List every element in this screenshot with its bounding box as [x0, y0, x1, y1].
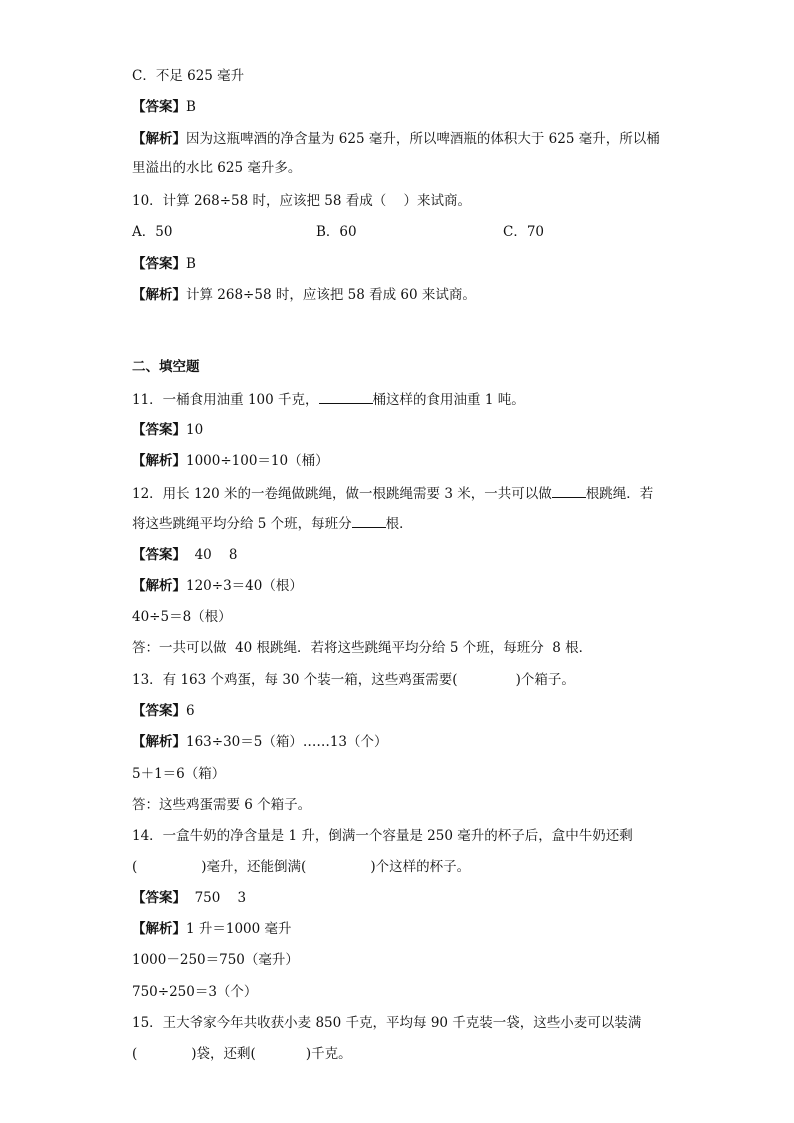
answer-11: [132, 420, 203, 440]
answer-value: 6: [186, 703, 195, 719]
question-11: [132, 389, 525, 409]
option-b-q10: B．60: [316, 224, 357, 240]
paren-open: (: [132, 1046, 138, 1062]
paren-open: (: [132, 859, 138, 875]
answer-label: 【答案】: [132, 547, 186, 563]
answer-value: B: [186, 256, 196, 272]
explanation-14-line2: 1000－250＝750（毫升）: [132, 952, 299, 968]
answer-value: 750 3: [186, 890, 247, 906]
explanation-9-line1: [132, 129, 660, 149]
explanation-label: 【解析】: [132, 578, 186, 594]
explanation-13-line1: [132, 732, 388, 752]
answer-label: 【答案】: [132, 256, 186, 272]
explanation-label: 【解析】: [132, 131, 186, 147]
question-12-text-before: 将这些跳绳平均分给 5 个班，每班分: [132, 516, 352, 532]
answer-label: 【答案】: [132, 890, 186, 906]
explanation-12-line1: [132, 576, 303, 596]
explanation-text: 1 升＝1000 毫升: [186, 921, 292, 937]
explanation-12-line3: 答：一共可以做 40 根跳绳．若将这些跳绳平均分给 5 个班，每班分 8 根．: [132, 640, 593, 656]
question-13-text-before: 13．有 163 个鸡蛋，每 30 个装一箱，这些鸡蛋需要(: [132, 672, 458, 688]
question-15-line2: [132, 1044, 352, 1064]
option-c-text: C．不足 625 毫升: [132, 68, 245, 84]
answer-label: 【答案】: [132, 703, 186, 719]
question-14-text-middle: )毫升，还能倒满(: [201, 859, 307, 875]
question-12-line2: [132, 513, 413, 533]
question-12-line1: [132, 483, 653, 503]
option-c-q10: C．70: [503, 224, 545, 240]
question-12-text-after: 根．: [385, 516, 413, 532]
answer-13: [132, 701, 195, 721]
question-12-text-after: 根跳绳．若: [585, 486, 654, 502]
explanation-14-line1: [132, 919, 292, 939]
answer-label: 【答案】: [132, 422, 186, 438]
explanation-11: [132, 451, 329, 471]
question-10: 10．计算 268÷58 时，应该把 58 看成（ ）来试商。: [132, 193, 471, 209]
explanation-label: 【解析】: [132, 921, 186, 937]
option-a-q10: A．50: [132, 224, 173, 240]
explanation-13-line2: 5＋1＝6（箱）: [132, 766, 226, 782]
explanation-text: 163÷30＝5（箱）……13（个）: [186, 734, 388, 750]
section-heading-fill-in: 二、填空题: [132, 359, 200, 375]
explanation-text: 计算 268÷58 时，应该把 58 看成 60 来试商。: [186, 287, 476, 303]
answer-9: [132, 97, 196, 117]
question-14-line1: 14．一盒牛奶的净含量是 1 升，倒满一个容量是 250 毫升的杯子后，盒中牛奶还剩: [132, 828, 633, 844]
explanation-10: [132, 285, 476, 305]
answer-value: 40 8: [186, 547, 238, 563]
question-15-text-middle: )袋，还剩(: [191, 1046, 256, 1062]
explanation-text: 因为这瓶啤酒的净含量为 625 毫升，所以啤酒瓶的体积大于 625 毫升，所以桶: [186, 131, 660, 147]
question-14-line2: [132, 857, 470, 877]
question-11-text-before: 11．一桶食用油重 100 千克，: [132, 392, 319, 408]
explanation-text: 120÷3＝40（根）: [186, 578, 303, 594]
question-15-text-after: )千克。: [305, 1046, 352, 1062]
answer-blank: [552, 483, 586, 498]
explanation-14-line3: 750÷250＝3（个）: [132, 984, 258, 1000]
question-15-line1: 15．王大爷家今年共收获小麦 850 千克，平均每 90 千克装一袋，这些小麦可以装满: [132, 1015, 642, 1031]
question-13-text-after: )个箱子。: [515, 672, 575, 688]
answer-blank: [352, 513, 386, 528]
explanation-13-line3: 答：这些鸡蛋需要 6 个箱子。: [132, 797, 312, 813]
answer-10: [132, 254, 196, 274]
answer-blank: [319, 389, 373, 404]
explanation-text: 1000÷100＝10（桶）: [186, 453, 329, 469]
answer-14: [132, 888, 246, 908]
explanation-label: 【解析】: [132, 453, 186, 469]
explanation-9-line2: 里溢出的水比 625 毫升多。: [132, 160, 302, 176]
answer-value: 10: [186, 422, 204, 438]
question-14-text-after: )个这样的杯子。: [370, 859, 471, 875]
question-13: [132, 670, 575, 690]
explanation-12-line2: 40÷5＝8（根）: [132, 609, 232, 625]
question-11-text-after: 桶这样的食用油重 1 吨。: [372, 392, 525, 408]
explanation-label: 【解析】: [132, 734, 186, 750]
question-12-text-before: 12．用长 120 米的一卷绳做跳绳，做一根跳绳需要 3 米，一共可以做: [132, 486, 552, 502]
answer-12: [132, 545, 238, 565]
answer-label: 【答案】: [132, 99, 186, 115]
answer-value: B: [186, 99, 196, 115]
explanation-label: 【解析】: [132, 287, 186, 303]
